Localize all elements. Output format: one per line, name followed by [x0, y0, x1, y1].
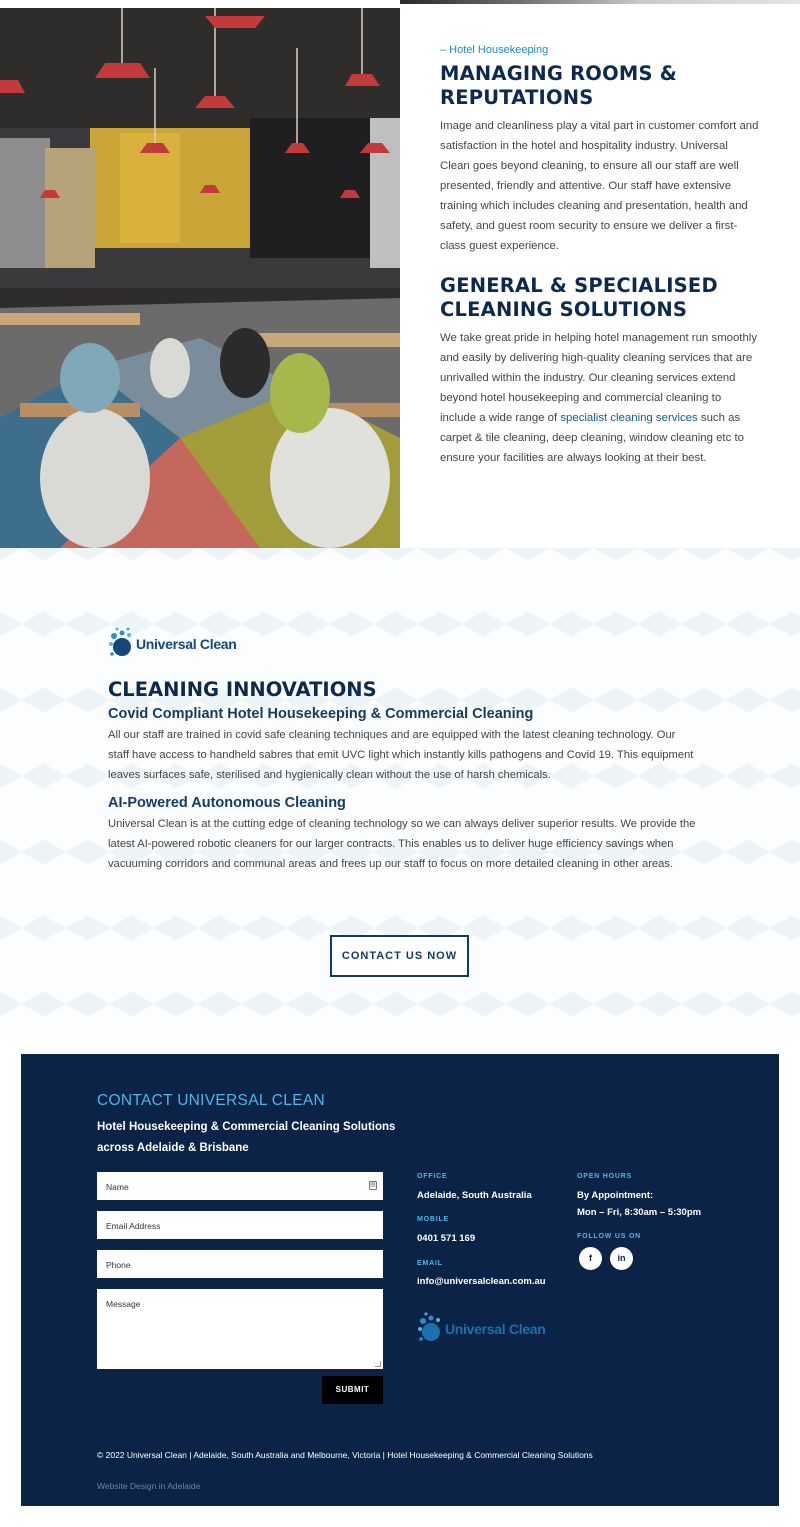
message-field[interactable]: [97, 1289, 383, 1369]
eyebrow: – Hotel Housekeeping: [440, 44, 549, 56]
logo-text: Universal Clean: [136, 636, 237, 652]
submit-button[interactable]: SUBMIT: [322, 1376, 383, 1404]
phone-field[interactable]: [97, 1250, 383, 1278]
email-label: EMAIL: [417, 1260, 443, 1267]
footer-title: CONTACT UNIVERSAL CLEAN: [97, 1092, 325, 1109]
email-placeholder: Email Address: [106, 1221, 161, 1231]
office-value: Adelaide, South Australia: [417, 1190, 532, 1201]
office-label: OFFICE: [417, 1173, 448, 1180]
heading-managing-rooms: MANAGING ROOMS & REPUTATIONS: [440, 62, 677, 109]
intro-section: [440, 44, 760, 468]
facebook-icon[interactable]: f: [579, 1247, 602, 1270]
restaurant-photo: [0, 8, 400, 548]
hours-line2: Mon – Fri, 8:30am – 5:30pm: [577, 1207, 702, 1218]
innovations-para-covid: All our staff are trained in covid safe cleaning techniques and are equipped with the latest cleaning technology. Our staff have access to handheld sabres that emit UVC light which instantly kills pathogens and Covid 19. This equipment leaves surfaces safe, sterilised and hygienically clean without the use of harsh chemicals.: [108, 729, 694, 781]
contact-us-button[interactable]: CONTACT US NOW: [330, 935, 469, 977]
resize-handle[interactable]: [375, 1361, 381, 1367]
top-strip: [400, 0, 800, 4]
footer-subtitle: Hotel Housekeeping & Commercial Cleaning Solutions across Adelaide & Brisbane: [97, 1121, 396, 1154]
email-value[interactable]: info@universalclean.com.au: [417, 1276, 546, 1287]
innovations-para-ai: Universal Clean is at the cutting edge of cleaning technology so we can always deliver superior results. We provide the latest AI-powered robotic cleaners for our larger contracts. This enables us to deliver huge efficiency savings when vacuuming corridors and communal areas and frees up our staff to focus on more detailed cleaning in other areas.: [108, 818, 696, 870]
name-placeholder: Name: [106, 1182, 129, 1192]
innovations-section: [108, 624, 698, 874]
hours-label: OPEN HOURS: [577, 1173, 633, 1180]
specialist-cleaning-link[interactable]: specialist cleaning services: [560, 412, 698, 424]
footer-logo-text: Universal Clean: [445, 1321, 546, 1337]
heading-general-cleaning: GENERAL & SPECIALISED CLEANING SOLUTIONS: [440, 274, 718, 321]
innovations-subheading-covid: Covid Compliant Hotel Housekeeping & Commercial Cleaning: [108, 706, 534, 722]
name-field[interactable]: [97, 1172, 383, 1200]
para-managing-rooms: Image and cleanliness play a vital part in customer comfort and satisfaction in the hotel and hospitality industry. Universal Clean goes beyond cleaning, to ensure all our staff are well presented, friendly and attentive. Our staff have extensive training which includes cleaning and presentation, health and safety, and guest room security to ensure we deliver a first-class guest experience.: [440, 120, 759, 252]
email-field[interactable]: [97, 1211, 383, 1239]
hours-line1: By Appointment:: [577, 1190, 654, 1201]
website-design-link[interactable]: Website Design in Adelaide: [97, 1481, 201, 1491]
message-placeholder: Message: [106, 1299, 141, 1309]
mobile-label: MOBILE: [417, 1216, 450, 1223]
universal-clean-logo: [108, 624, 698, 664]
footer-logo-mark-icon: [417, 1312, 443, 1346]
innovations-subheading-ai: AI-Powered Autonomous Cleaning: [108, 795, 346, 811]
mobile-value[interactable]: 0401 571 169: [417, 1233, 476, 1244]
follow-label: FOLLOW US ON: [577, 1233, 642, 1240]
copyright: © 2022 Universal Clean | Adelaide, South Australia and Melbourne, Victoria | Hotel Housekeeping & Commercial Cleaning Solutions: [97, 1450, 593, 1460]
innovations-title: CLEANING INNOVATIONS: [108, 678, 377, 701]
para-general-cleaning: We take great pride in helping hotel management run smoothly and easily by delivering high-quality cleaning services that are unrivalled within the industry. Our cleaning services extend beyond hotel housekeeping and commercial cleaning to include a wide range of specialist cleaning services such as carpet & tile cleaning, deep cleaning, window cleaning etc to ensure your facilities are always looking at their best.: [440, 332, 758, 464]
autofill-icon: ▤: [370, 1182, 376, 1188]
logo-mark-icon: [108, 627, 134, 661]
linkedin-icon[interactable]: in: [610, 1247, 633, 1270]
phone-placeholder: Phone: [106, 1260, 131, 1270]
footer: [21, 1054, 779, 1506]
footer-logo: [417, 1312, 546, 1346]
